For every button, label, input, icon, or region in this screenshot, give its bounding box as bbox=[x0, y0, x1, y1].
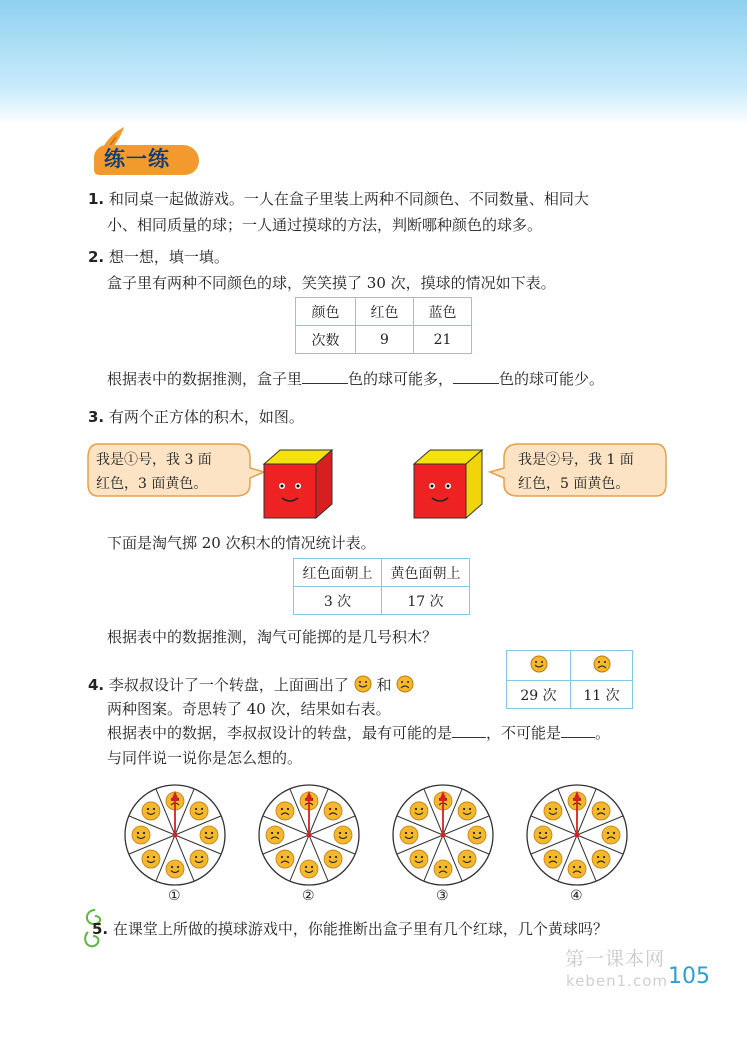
q3-table-cell: 红色面朝上 bbox=[294, 559, 382, 587]
q4-table-cell bbox=[571, 651, 633, 681]
smile-icon bbox=[410, 802, 428, 820]
frown-icon bbox=[276, 802, 294, 820]
smile-icon bbox=[544, 802, 562, 820]
smile-icon bbox=[166, 860, 184, 878]
spinner-4 bbox=[524, 782, 630, 888]
answer-blank[interactable] bbox=[452, 737, 486, 738]
q2-table bbox=[295, 297, 472, 354]
frown-icon bbox=[324, 802, 342, 820]
spinner-3 bbox=[390, 782, 496, 888]
cube-2-icon bbox=[412, 448, 484, 520]
smile-icon bbox=[132, 826, 150, 844]
q2-fill-line: 根据表中的数据推测，盒子里 色的球可能多， 色的球可能少。 bbox=[107, 370, 605, 388]
q4-line4: 与同伴说一说你是怎么想的。 bbox=[107, 749, 303, 767]
q3-table-cell: 17 次 bbox=[382, 587, 470, 615]
frown-icon bbox=[544, 850, 562, 868]
smile-icon bbox=[142, 850, 160, 868]
cube-1-icon bbox=[262, 448, 334, 520]
spinner-2 bbox=[256, 782, 362, 888]
frown-icon bbox=[266, 826, 284, 844]
answer-blank[interactable] bbox=[302, 383, 348, 384]
frown-icon bbox=[602, 826, 620, 844]
header-banner bbox=[0, 0, 747, 125]
q1-line1: 1. 和同桌一起做游戏。一人在盒子里装上两种不同颜色、不同数量、相同大 bbox=[88, 190, 589, 208]
answer-blank[interactable] bbox=[453, 383, 499, 384]
smile-icon bbox=[458, 802, 476, 820]
smile-icon bbox=[300, 860, 318, 878]
q5-line1: 5. 在课堂上所做的摸球游戏中，你能推断出盒子里有几个红球，几个黄球吗？ bbox=[92, 920, 608, 938]
q3-line2: 下面是淘气掷 20 次积木的情况统计表。 bbox=[107, 534, 376, 552]
smile-icon bbox=[142, 802, 160, 820]
smile-icon bbox=[190, 802, 208, 820]
smile-icon bbox=[400, 826, 418, 844]
q2-table-cell: 21 bbox=[414, 326, 472, 354]
q3-table-cell: 黄色面朝上 bbox=[382, 559, 470, 587]
section-title bbox=[90, 125, 200, 175]
answer-blank[interactable] bbox=[561, 737, 595, 738]
q4-table-cell bbox=[507, 651, 571, 681]
q4-table-cell: 29 次 bbox=[507, 681, 571, 709]
smile-icon bbox=[334, 826, 352, 844]
q3-table bbox=[293, 558, 470, 615]
q2-line2: 盒子里有两种不同颜色的球，笑笑摸了 30 次，摸球的情况如下表。 bbox=[107, 274, 556, 292]
q4-line1: 4. 李叔叔设计了一个转盘，上面画出了 和 bbox=[88, 672, 414, 698]
smile-icon bbox=[200, 826, 218, 844]
title-text: 练一练 bbox=[104, 147, 170, 171]
q4-line2: 两种图案。奇思转了 40 次，结果如右表。 bbox=[107, 700, 391, 718]
q1-line2: 小、相同质量的球；一人通过摸球的方法，判断哪种颜色的球多。 bbox=[107, 216, 543, 234]
bubble2-text: 我是②号，我 1 面 红色，5 面黄色。 bbox=[518, 452, 634, 492]
spinner-1 bbox=[122, 782, 228, 888]
q3-line1: 3. 有两个正方体的积木，如图。 bbox=[88, 408, 304, 426]
smile-icon bbox=[534, 826, 552, 844]
q4-line3: 根据表中的数据，李叔叔设计的转盘，最有可能的是 ，不可能是 。 bbox=[107, 724, 611, 742]
smile-icon bbox=[190, 850, 208, 868]
frown-icon bbox=[276, 850, 294, 868]
frown-icon bbox=[434, 860, 452, 878]
watermark-text: 第一课本网 bbox=[565, 948, 666, 970]
q4-table-cell: 11 次 bbox=[571, 681, 633, 709]
spinner-label: ② bbox=[302, 888, 315, 904]
watermark-url: keben1.com bbox=[566, 972, 668, 990]
q2-table-cell: 9 bbox=[356, 326, 414, 354]
q2-table-cell: 红色 bbox=[356, 298, 414, 326]
frown-icon bbox=[593, 655, 611, 673]
q4-table bbox=[506, 650, 633, 709]
q2-table-cell: 次数 bbox=[296, 326, 356, 354]
q2-table-cell: 颜色 bbox=[296, 298, 356, 326]
smile-icon bbox=[458, 850, 476, 868]
q3-line3: 根据表中的数据推测，淘气可能掷的是几号积木？ bbox=[107, 628, 438, 646]
frown-icon bbox=[568, 860, 586, 878]
spinner-label: ③ bbox=[436, 888, 449, 904]
bubble1-text: 我是①号，我 3 面 红色，3 面黄色。 bbox=[96, 452, 212, 492]
smile-icon bbox=[410, 850, 428, 868]
smile-icon bbox=[324, 850, 342, 868]
page-number: 105 bbox=[668, 964, 710, 989]
smile-icon bbox=[530, 655, 548, 673]
frown-icon bbox=[592, 850, 610, 868]
spinner-label: ④ bbox=[570, 888, 583, 904]
q2-line1: 2. 想一想，填一填。 bbox=[88, 248, 229, 266]
frown-icon bbox=[396, 675, 414, 693]
frown-icon bbox=[592, 802, 610, 820]
q3-table-cell: 3 次 bbox=[294, 587, 382, 615]
smile-icon bbox=[468, 826, 486, 844]
spinner-label: ① bbox=[168, 888, 181, 904]
q2-table-cell: 蓝色 bbox=[414, 298, 472, 326]
smile-icon bbox=[354, 675, 372, 693]
